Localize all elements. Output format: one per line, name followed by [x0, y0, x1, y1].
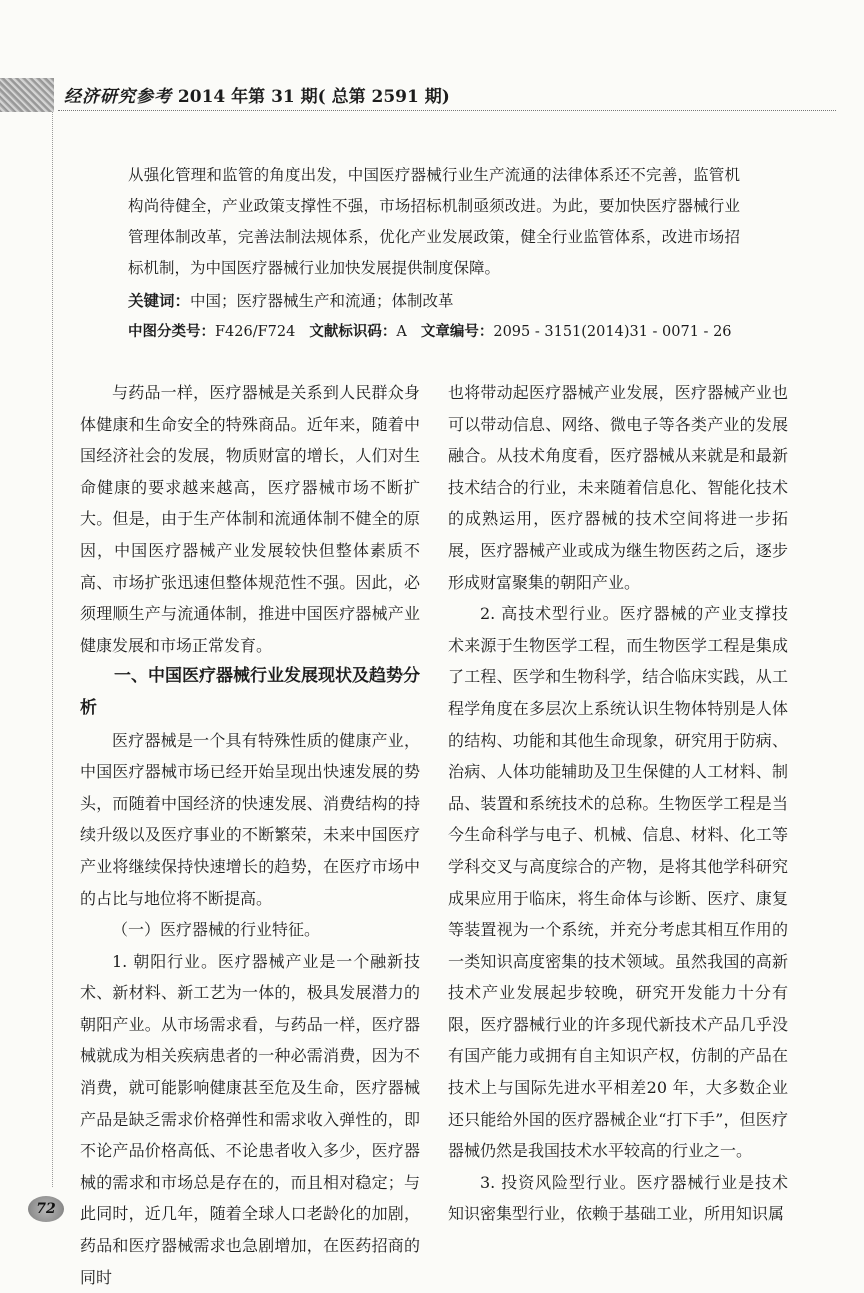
section-heading-1: 一、中国医疗器械行业发展现状及趋势分析	[80, 666, 420, 718]
abstract-block	[128, 160, 740, 348]
item-sunrise-industry: 1. 朝阳行业。医疗器械产业是一个融新技术、新材料、新工艺为一体的，极具发展潜力的朝阳产业。从市场需求看，与药品一样，医疗器械就成为相关疾病患者的一种必需消费，因为不消费，就可能影响健康甚至危及生命，医疗器械产品是缺乏需求价格弹性和需求收入弹性的，即不论产品价格高低、不论患者收入多少，医疗器械的需求和市场总是存在的，而且相对稳定；与此同时，近几年，随着全球人口老龄化的加剧，药品和医疗器械需求也急剧增加，在医药招商的同时	[80, 951, 420, 1287]
continued-paragraph: 也将带动起医疗器械产业发展，医疗器械产业也可以带动信息、网络、微电子等各类产业的发展融合。从技术角度看，医疗器械从来就是和最新技术结合的行业，未来随着信息化、智能化技术的成熟运用，医疗器械的技术空间将进一步拓展，医疗器械产业或成为继生物医药之后，逐步形成财富聚集的朝阳产业。	[448, 383, 788, 592]
journal-title: 经济研究参考	[64, 87, 172, 107]
page-number: 72	[28, 1196, 64, 1222]
clc-value: F426/F724	[215, 324, 296, 340]
right-column	[448, 377, 788, 1230]
keywords-label: 关键词：	[128, 292, 191, 310]
doc-code-value: A	[396, 324, 407, 340]
item-high-tech: 2. 高技术型行业。医疗器械的产业支撑技术来源于生物医学工程，而生物医学工程是集成了工程、医学和生物科学，结合临床实践，从工程学角度在多层次上系统认识生物体特别是人体的结构、功能和其他生命现象，研究用于防病、治病、人体功能辅助及卫生保健的人工材料、制品、装置和系统技术的总称。生物医学工程是当今生命科学与电子、机械、信息、材料、化工等学科交叉与高度综合的产物，是将其他学科研究成果应用于临床，将生命体与诊断、医疗、康复等装置视为一个系统，并充分考虑其相互作用的一类知识高度密集的技术领域。虽然我国的高新技术产业发展起步较晚，研究开发能力十分有限，医疗器械行业的许多现代新技术产品几乎没有国产能力或拥有自主知识产权，仿制的产品在技术上与国际先进水平相差20 年，大多数企业还只能给外国的医疗器械企业“打下手”，但医疗器械仍然是我国技术水平较高的行业之一。	[448, 604, 788, 1161]
margin-rule	[52, 112, 53, 1187]
abstract-text: 从强化管理和监管的角度出发，中国医疗器械行业生产流通的法律体系还不完善，监管机构尚待健全，产业政策支撑性不强，市场招标机制亟须改进。为此，要加快医疗器械行业管理体制改革，完善法制法规体系，优化产业发展政策，健全行业监管体系，改进市场招标机制，为中国医疗器械行业加快发展提供制度保障。	[128, 166, 740, 277]
article-no-label: 文章编号：	[420, 324, 494, 340]
header-rule	[58, 110, 836, 111]
intro-paragraph: 与药品一样，医疗器械是关系到人民群众身体健康和生命安全的特殊商品。近年来，随着中国经济社会的发展，物质财富的增长，人们对生命健康的要求越来越高，医疗器械市场不断扩大。但是，由于生产体制和流通体制不健全的原因，中国医疗器械产业发展较快但整体素质不高、市场扩张迅速但整体规范性不强。因此，必须理顺生产与流通体制，推进中国医疗器械产业健康发展和市场正常发育。	[80, 383, 420, 655]
section-paragraph: 医疗器械是一个具有特殊性质的健康产业，中国医疗器械市场已经开始呈现出快速发展的势头，而随着中国经济的快速发展、消费结构的持续升级以及医疗事业的不断繁荣，未来中国医疗产业将继续保持快速增长的趋势，在医疗市场中的占比与地位将不断提高。	[80, 730, 420, 908]
issue-info: 2014 年第 31 期( 总第 2591 期)	[177, 87, 450, 107]
article-no-value: 2095 - 3151(2014)31 - 0071 - 26	[493, 324, 732, 340]
clc-label: 中图分类号：	[128, 324, 215, 340]
doc-code-label: 文献标识码：	[309, 324, 397, 340]
classification-line	[128, 317, 740, 348]
keywords-value: 中国；医疗器械生产和流通；体制改革	[190, 292, 454, 310]
scan-artifact	[0, 78, 54, 112]
subsection-heading: （一）医疗器械的行业特征。	[112, 920, 321, 940]
left-column	[80, 377, 420, 1293]
item-investment-risk: 3. 投资风险型行业。医疗器械行业是技术知识密集型行业，依赖于基础工业，所用知识属	[448, 1172, 788, 1224]
keywords-line	[128, 286, 740, 317]
running-header	[64, 82, 450, 107]
